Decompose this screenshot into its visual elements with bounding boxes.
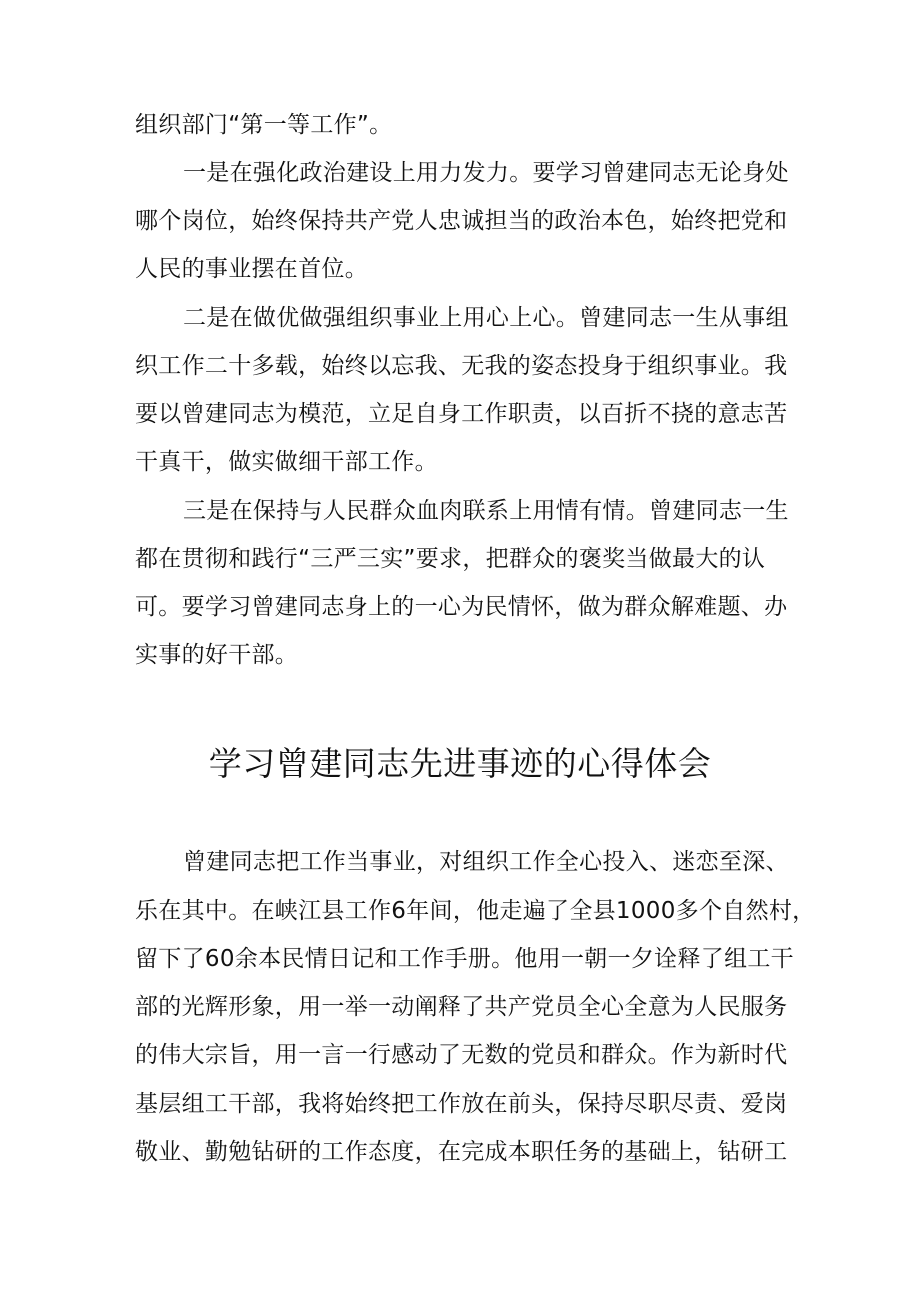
text-line: 哪个岗位，始终保持共产党人忠诚担当的政治本色，始终把党和	[135, 208, 788, 234]
text-line: 组织部门“第一等工作”。	[135, 112, 393, 138]
text-line: 实事的好干部。	[135, 642, 299, 668]
text-line: 的伟大宗旨，用一言一行感动了无数的党员和群众。作为新时代	[135, 1042, 788, 1068]
paragraph-first-line: 三是在保持与人民群众血肉联系上用情有情。曾建同志一生	[183, 498, 789, 524]
document-title: 学习曾建同志先进事迹的心得体会	[208, 744, 712, 783]
text-line: 织工作二十多载，始终以忘我、无我的姿态投身于组织事业。我	[135, 353, 788, 379]
text-line: 要以曾建同志为模范，立足自身工作职责，以百折不挠的意志苦	[135, 401, 788, 427]
text-line: 可。要学习曾建同志身上的一心为民情怀，做为群众解难题、办	[135, 594, 788, 620]
text-line: 部的光辉形象，用一举一动阐释了共产党员全心全意为人民服务	[135, 994, 788, 1020]
paragraph-first-line: 一是在强化政治建设上用力发力。要学习曾建同志无论身处	[183, 160, 789, 186]
text-line: 基层组工干部，我将始终把工作放在前头，保持尽职尽责、爱岗	[135, 1091, 788, 1117]
text-line: 乐在其中。在峡江县工作6年间，他走遍了全县1000多个自然村，	[135, 898, 816, 924]
paragraph-first-line: 曾建同志把工作当事业，对组织工作全心投入、迷恋至深、	[183, 849, 789, 875]
text-line: 留下了60余本民情日记和工作手册。他用一朝一夕诠释了组工干	[135, 946, 794, 972]
text-line: 都在贯彻和践行“三严三实”要求，把群众的褒奖当做最大的认	[135, 546, 766, 572]
text-line: 人民的事业摆在首位。	[135, 256, 368, 282]
paragraph-first-line: 二是在做优做强组织事业上用心上心。曾建同志一生从事组	[183, 305, 789, 331]
text-line: 干真干，做实做细干部工作。	[135, 449, 438, 475]
text-line: 敬业、勤勉钻研的工作态度，在完成本职任务的基础上，钻研工	[135, 1139, 788, 1165]
